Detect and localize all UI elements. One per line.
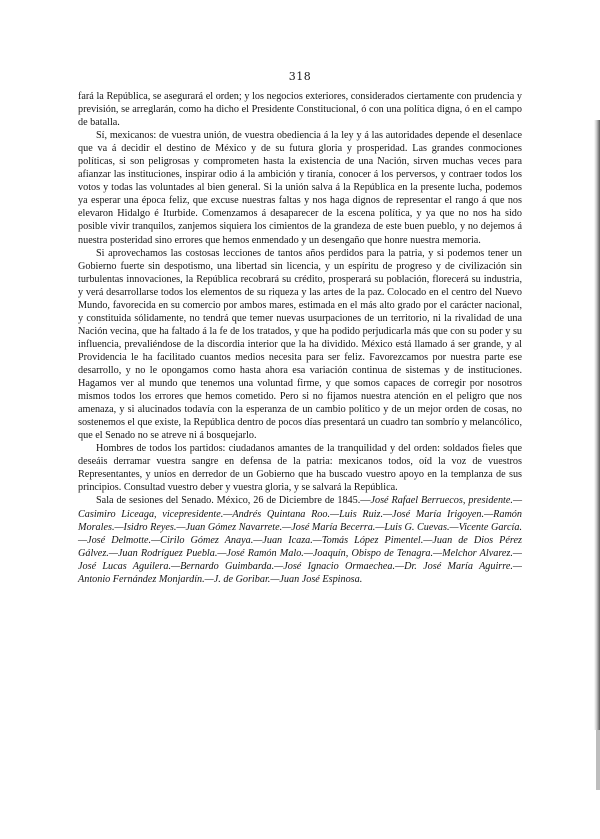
paragraph: Hombres de todos los partidos: ciudadanos amantes de la tranquilidad y del orden: soldados fieles que deseáis derramar vuestra sangre en defensa de la patria: mexicanos todos, oíd la voz de vuestros Representantes, y uníos en derredor de un Gobierno que ha buscado vuestro apoyo en la templanza de sus principios. Consultad vuestro deber y vuestra gloria, y se salvará la República. [78,443,522,494]
body-text [78,90,522,586]
paragraph: fará la República, se asegurará el orden; y los negocios exteriores, considerados ciertamente con prudencia y previsión, se arreglarán, como ha dicho el Presidente Constitucional, ó con una política digna, ó en el campo de batalla. [78,91,522,129]
page-edge-mark [596,730,600,790]
paragraph: Sí, mexicanos: de vuestra unión, de vuestra obediencia á la ley y á las autoridades depende el desenlace que va á decidir el destino de México y de su futura gloria y prosperidad. Las grandes conmociones políticas, si son peligrosas y comprometen hasta la existencia de una Nación, sirven muchas veces para afianzar las instituciones, inspirar odio á la ambición y tiranía, conocer á los perversos, y contraer todos los votos y todas las voluntades al bien general. Si la unión salva á la República en la presente lucha, podemos ya esperar una época feliz, que excuse nuestras faltas y nos haga dignos de representar el rango á que nos elevaron Hidalgo é Iturbide. Comenzamos á desaparecer de la escena política, y ya que no nos ha sido posible vivir tranquilos, zanjemos siquiera los cimientos de la grandeza de este buen pueblo, y no dejemos á nuestra posteridad sino errores que hemos enmendado y un desengaño que honre nuestra memoria. [78,130,522,246]
signatures: José Rafael Berruecos, presidente.—Casimiro Liceaga, vicepresidente.—Andrés Quintana Roo.—Luis Ruiz.—José María Irigoyen.—Ramón Morales.—Isidro Reyes.—Juan Gómez Navarrete.—José María Becerra.—Luis G. Cuevas.—Vicente García.—José Delmotte.—Cirilo Gómez Anaya.—Juan Icaza.—Tomás López Pimentel.—Juan de Dios Pérez Gálvez.—Juan Rodríguez Puebla.—José Ramón Malo.—Joaquín, Obispo de Tenagra.—Melchor Alvarez.—José Lucas Aguilera.—Bernardo Guimbarda.—José Ignacio Ormaechea.—Dr. José María Aguirre.—Antonio Fernández Monjardín.—J. de Goribar.—Juan José Espinosa. [78,495,522,585]
closing-date-line: Sala de sesiones del Senado. México, 26 de Diciembre de 1845.— [96,495,371,507]
page-edge-shadow [594,120,600,730]
paragraph: Si aprovechamos las costosas lecciones de tantos años perdidos para la patria, y si podemos tener un Gobierno fuerte sin despotismo, una libertad sin licencia, y un espíritu de progreso y de civilización sin turbulentas innovaciones, la República recobrará su crédito, prosperará su población, florecerá su industria, y verá desarrollarse todos los elementos de su riqueza y las artes de la paz. Colocado en el centro del Nuevo Mundo, favorecida en su comercio por ambos mares, estimada en el más alto grado por el carácter nacional, y constituida sólidamente, no tendrá que temer nuevas usurpaciones de un territorio, ni la rivalidad de una Nación vecina, que ha faltado á la fe de los tratados, y que ha podido perjudicarla más que con su poder y su influencia, prevaliéndose de la discordia interior que la ha dividido. México está llamado á ser grande, y al Providencia le ha facilitado cuantos medios necesita para ser feliz. Favorezcamos por nuestra parte ese desarrollo, y no le opongamos como hasta ahora esa variación continua de sistemas y de instituciones. Hagamos ver al mundo que tenemos una voluntad firme, y que somos capaces de corregir por nosotros mismos todos los errores que hemos cometido. Pero si no fijamos nuestra atención en el peligro que nos amenaza, y si alucinados todavía con la esperanza de un cambio político y de un mejor orden de cosas, no sostenemos el que existe, la República dentro de pocos días presentará un cuadro tan sombrío y melancólico, que el Senado no se atreve ni á bosquejarlo. [78,247,522,442]
closing-paragraph [78,494,522,585]
page-number: 318 [288,70,312,83]
